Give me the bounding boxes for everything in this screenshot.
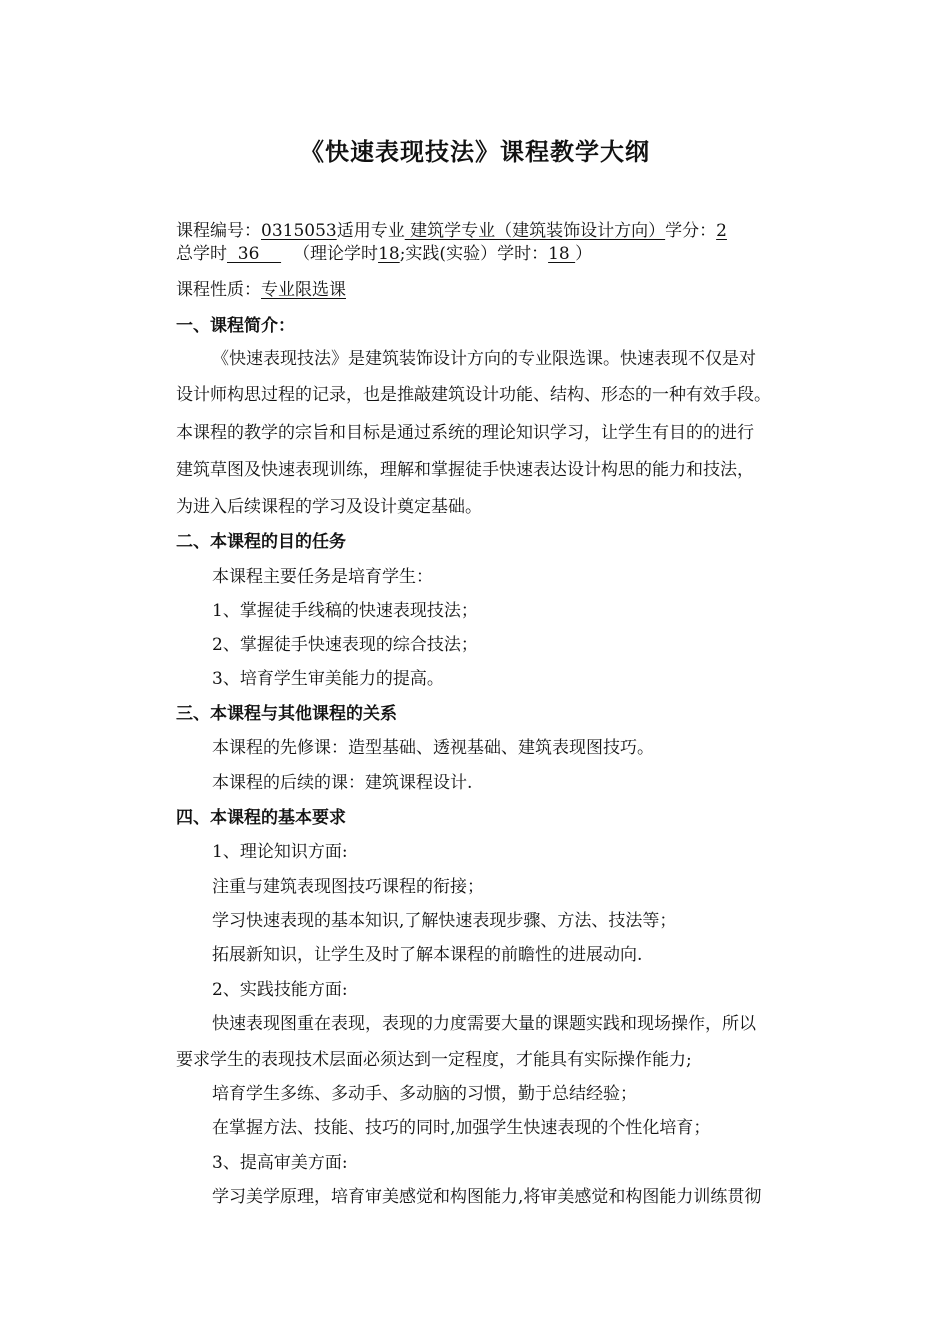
document-title: 《快速表现技法》课程教学大纲 xyxy=(300,138,650,166)
section2-heading: 二、本课程的目的任务 xyxy=(176,532,346,552)
section4-line: 在掌握方法、技能、技巧的同时,加强学生快速表现的个性化培育； xyxy=(212,1118,711,1138)
major-value: 建筑学专业（建筑装饰设计方向） xyxy=(404,221,666,241)
section3-line: 本课程的先修课：造型基础、透视基础、建筑表现图技巧。 xyxy=(212,738,654,758)
practice-label: ;实践(实验）学时： xyxy=(399,244,549,264)
course-nature-line xyxy=(176,279,346,301)
section4-line: 拓展新知识，让学生及时了解本课程的前瞻性的进展动向. xyxy=(212,945,643,965)
section2-line: 1、掌握徒手线稿的快速表现技法； xyxy=(212,601,478,621)
section1-heading: 一、课程简介： xyxy=(176,316,295,336)
hours-line xyxy=(176,243,592,265)
section4-line: 要求学生的表现技术层面必须达到一定程度，才能具有实际操作能力; xyxy=(176,1050,692,1070)
section1-paragraph-line: 本课程的教学的宗旨和目标是通过系统的理论知识学习，让学生有目的的进行 xyxy=(176,423,754,443)
section1-paragraph-line: 为进入后续课程的学习及设计奠定基础。 xyxy=(176,497,482,517)
hours-value: 36 xyxy=(227,244,282,264)
course-nature-label: 课程性质： xyxy=(176,280,261,300)
section3-heading: 三、本课程与其他课程的关系 xyxy=(176,704,397,724)
practice-value: 18 xyxy=(548,244,576,264)
section4-line: 1、理论知识方面: xyxy=(212,842,348,862)
section4-heading: 四、本课程的基本要求 xyxy=(176,808,346,828)
credit-value: 2 xyxy=(716,221,727,241)
section2-line: 本课程主要任务是培育学生： xyxy=(212,567,433,587)
close-paren: ） xyxy=(575,244,593,264)
section1-paragraph-line: 建筑草图及快速表现训练，理解和掌握徒手快速表达设计构思的能力和技法， xyxy=(176,460,754,480)
section2-line: 3、培育学生审美能力的提高。 xyxy=(212,669,444,689)
course-nature-value: 专业限选课 xyxy=(261,280,346,300)
section1-paragraph-line: 设计师构思过程的记录，也是推敲建筑设计功能、结构、形态的一种有效手段。 xyxy=(176,385,771,405)
section4-line: 快速表现图重在表现，表现的力度需要大量的课题实践和现场操作，所以 xyxy=(212,1014,756,1034)
major-label: 适用专业 xyxy=(336,221,405,241)
credit-label: 学分： xyxy=(665,221,717,241)
section1-paragraph-line: 《快速表现技法》是建筑装饰设计方向的专业限选课。快速表现不仅是对 xyxy=(212,349,756,369)
section2-line: 2、掌握徒手快速表现的综合技法； xyxy=(212,635,478,655)
section4-line: 2、实践技能方面: xyxy=(212,980,348,1000)
section4-line: 学习快速表现的基本知识,了解快速表现步骤、方法、技法等； xyxy=(212,911,677,931)
section4-line: 学习美学原理，培育审美感觉和构图能力,将审美感觉和构图能力训练贯彻 xyxy=(212,1187,762,1207)
hours-label: 总学时 xyxy=(176,244,227,264)
section4-line: 培育学生多练、多动手、多动脑的习惯，勤于总结经验； xyxy=(212,1084,637,1104)
theory-value: 18 xyxy=(378,244,400,264)
theory-label: （理论学时 xyxy=(293,244,379,264)
course-code-value: 0315053 xyxy=(261,221,337,241)
course-code-label: 课程编号： xyxy=(176,221,261,241)
course-code-line xyxy=(176,220,727,242)
section4-line: 3、提高审美方面: xyxy=(212,1153,348,1173)
section4-line: 注重与建筑表现图技巧课程的衔接； xyxy=(212,877,484,897)
section3-line: 本课程的后续的课：建筑课程设计. xyxy=(212,773,473,793)
